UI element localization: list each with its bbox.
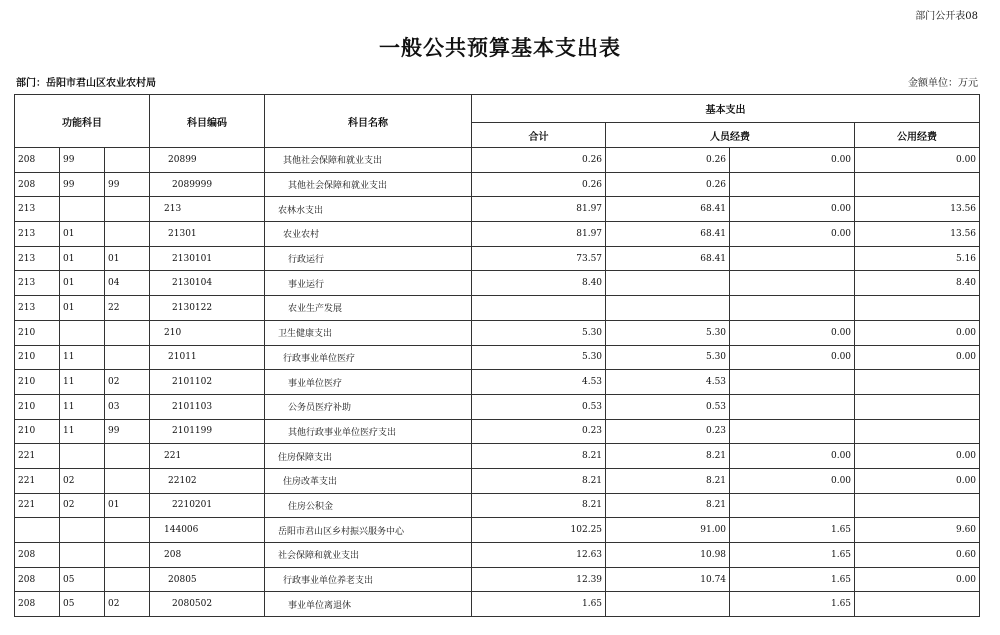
sub-item-code-cell — [105, 320, 150, 345]
personnel-expense-extra-cell: 1.65 — [730, 567, 855, 592]
subject-name-cell: 住房公积金 — [265, 493, 472, 518]
table-row — [15, 148, 980, 173]
item-code-cell: 05 — [60, 567, 105, 592]
class-code-cell: 221 — [15, 468, 60, 493]
public-expense-cell — [855, 493, 980, 518]
header-personnel-expense: 人员经费 — [606, 123, 855, 148]
table-row — [15, 345, 980, 370]
budget-table — [14, 94, 980, 617]
personnel-expense-cell: 68.41 — [606, 197, 730, 222]
item-code-cell — [60, 518, 105, 543]
personnel-expense-extra-cell — [730, 172, 855, 197]
subject-name-cell: 其他社会保障和就业支出 — [265, 148, 472, 173]
subject-name-cell: 卫生健康支出 — [265, 320, 472, 345]
table-row — [15, 320, 980, 345]
public-expense-cell: 0.00 — [855, 567, 980, 592]
item-code-cell — [60, 320, 105, 345]
sub-item-code-cell: 22 — [105, 296, 150, 321]
personnel-expense-cell: 0.26 — [606, 148, 730, 173]
item-code-cell: 01 — [60, 222, 105, 247]
table-body — [15, 148, 980, 617]
class-code-cell: 210 — [15, 320, 60, 345]
table-row — [15, 246, 980, 271]
public-expense-cell — [855, 296, 980, 321]
subject-name-cell: 行政事业单位养老支出 — [265, 567, 472, 592]
item-code-cell: 02 — [60, 468, 105, 493]
table-row — [15, 468, 980, 493]
total-cell: 5.30 — [472, 320, 606, 345]
class-code-cell: 208 — [15, 567, 60, 592]
header-subject-code: 科目编码 — [150, 95, 265, 148]
item-code-cell: 11 — [60, 419, 105, 444]
total-cell: 81.97 — [472, 222, 606, 247]
public-expense-cell: 0.00 — [855, 345, 980, 370]
personnel-expense-extra-cell: 0.00 — [730, 222, 855, 247]
subject-name-cell: 公务员医疗补助 — [265, 394, 472, 419]
subject-name-cell: 其他行政事业单位医疗支出 — [265, 419, 472, 444]
public-expense-cell: 0.00 — [855, 320, 980, 345]
subject-code-cell: 213 — [150, 197, 265, 222]
total-cell: 0.26 — [472, 148, 606, 173]
subject-code-cell: 221 — [150, 444, 265, 469]
subject-code-cell: 144006 — [150, 518, 265, 543]
subject-name-cell: 农业生产发展 — [265, 296, 472, 321]
personnel-expense-extra-cell: 1.65 — [730, 518, 855, 543]
sub-item-code-cell: 02 — [105, 370, 150, 395]
sub-item-code-cell — [105, 567, 150, 592]
item-code-cell: 01 — [60, 296, 105, 321]
class-code-cell: 208 — [15, 592, 60, 617]
subject-code-cell: 2080502 — [150, 592, 265, 617]
personnel-expense-extra-cell — [730, 493, 855, 518]
total-cell: 1.65 — [472, 592, 606, 617]
total-cell — [472, 296, 606, 321]
personnel-expense-cell: 68.41 — [606, 222, 730, 247]
class-code-cell: 208 — [15, 148, 60, 173]
personnel-expense-cell: 0.26 — [606, 172, 730, 197]
subject-name-cell: 事业单位医疗 — [265, 370, 472, 395]
sub-item-code-cell — [105, 468, 150, 493]
total-cell: 102.25 — [472, 518, 606, 543]
total-cell: 8.21 — [472, 493, 606, 518]
personnel-expense-cell: 91.00 — [606, 518, 730, 543]
public-expense-cell — [855, 172, 980, 197]
personnel-expense-cell — [606, 271, 730, 296]
subject-name-cell: 农林水支出 — [265, 197, 472, 222]
public-expense-cell — [855, 592, 980, 617]
public-expense-cell — [855, 419, 980, 444]
item-code-cell: 99 — [60, 148, 105, 173]
subject-code-cell: 21301 — [150, 222, 265, 247]
class-code-cell: 210 — [15, 394, 60, 419]
header-subject-name: 科目名称 — [265, 95, 472, 148]
table-row — [15, 592, 980, 617]
table-row — [15, 567, 980, 592]
table-row — [15, 296, 980, 321]
class-code-cell: 213 — [15, 222, 60, 247]
sub-item-code-cell: 03 — [105, 394, 150, 419]
personnel-expense-cell: 8.21 — [606, 444, 730, 469]
class-code-cell: 213 — [15, 197, 60, 222]
item-code-cell: 11 — [60, 394, 105, 419]
personnel-expense-extra-cell: 0.00 — [730, 197, 855, 222]
total-cell: 81.97 — [472, 197, 606, 222]
item-code-cell — [60, 444, 105, 469]
public-expense-cell: 5.16 — [855, 246, 980, 271]
header-public-expense: 公用经费 — [855, 123, 980, 148]
sub-item-code-cell: 01 — [105, 246, 150, 271]
subject-name-cell: 其他社会保障和就业支出 — [265, 172, 472, 197]
subject-name-cell: 住房改革支出 — [265, 468, 472, 493]
personnel-expense-cell: 4.53 — [606, 370, 730, 395]
total-cell: 12.39 — [472, 567, 606, 592]
public-expense-cell: 8.40 — [855, 271, 980, 296]
table-row — [15, 222, 980, 247]
personnel-expense-cell: 68.41 — [606, 246, 730, 271]
personnel-expense-cell — [606, 592, 730, 617]
subject-code-cell: 2089999 — [150, 172, 265, 197]
class-code-cell — [15, 518, 60, 543]
total-cell: 73.57 — [472, 246, 606, 271]
public-expense-cell: 0.00 — [855, 468, 980, 493]
total-cell: 0.53 — [472, 394, 606, 419]
item-code-cell: 99 — [60, 172, 105, 197]
item-code-cell: 01 — [60, 246, 105, 271]
item-code-cell: 05 — [60, 592, 105, 617]
sub-item-code-cell: 99 — [105, 172, 150, 197]
subject-code-cell: 2130101 — [150, 246, 265, 271]
personnel-expense-cell: 5.30 — [606, 345, 730, 370]
personnel-expense-cell: 8.21 — [606, 493, 730, 518]
public-expense-cell: 0.60 — [855, 543, 980, 568]
total-cell: 8.21 — [472, 444, 606, 469]
total-cell: 4.53 — [472, 370, 606, 395]
page-title: 一般公共预算基本支出表 — [379, 35, 621, 60]
public-expense-cell: 13.56 — [855, 222, 980, 247]
personnel-expense-extra-cell: 0.00 — [730, 345, 855, 370]
subject-name-cell: 事业单位离退休 — [265, 592, 472, 617]
class-code-cell: 210 — [15, 370, 60, 395]
class-code-cell: 208 — [15, 172, 60, 197]
table-row — [15, 493, 980, 518]
subject-name-cell: 社会保障和就业支出 — [265, 543, 472, 568]
personnel-expense-cell — [606, 296, 730, 321]
table-row — [15, 394, 980, 419]
item-code-cell — [60, 543, 105, 568]
class-code-cell: 208 — [15, 543, 60, 568]
total-cell: 12.63 — [472, 543, 606, 568]
subject-name-cell: 事业运行 — [265, 271, 472, 296]
sub-item-code-cell — [105, 345, 150, 370]
public-expense-cell: 13.56 — [855, 197, 980, 222]
personnel-expense-extra-cell: 1.65 — [730, 592, 855, 617]
subject-name-cell: 行政事业单位医疗 — [265, 345, 472, 370]
table-row — [15, 172, 980, 197]
sub-item-code-cell: 01 — [105, 493, 150, 518]
sub-item-code-cell — [105, 543, 150, 568]
public-expense-cell: 0.00 — [855, 148, 980, 173]
amount-unit-label: 金额单位：万元 — [908, 78, 978, 89]
total-cell: 5.30 — [472, 345, 606, 370]
sub-item-code-cell — [105, 222, 150, 247]
subject-name-cell: 住房保障支出 — [265, 444, 472, 469]
subject-code-cell: 2101102 — [150, 370, 265, 395]
subject-code-cell: 2101199 — [150, 419, 265, 444]
personnel-expense-extra-cell: 0.00 — [730, 468, 855, 493]
subject-name-cell: 岳阳市君山区乡村振兴服务中心 — [265, 518, 472, 543]
class-code-cell: 213 — [15, 271, 60, 296]
subject-code-cell: 20805 — [150, 567, 265, 592]
subject-code-cell: 22102 — [150, 468, 265, 493]
sub-item-code-cell — [105, 518, 150, 543]
subject-name-cell: 农业农村 — [265, 222, 472, 247]
header-function-subject: 功能科目 — [15, 95, 150, 148]
sub-item-code-cell — [105, 148, 150, 173]
item-code-cell — [60, 197, 105, 222]
personnel-expense-cell: 0.23 — [606, 419, 730, 444]
personnel-expense-extra-cell: 1.65 — [730, 543, 855, 568]
subject-code-cell: 21011 — [150, 345, 265, 370]
subject-code-cell: 2210201 — [150, 493, 265, 518]
table-row — [15, 370, 980, 395]
subject-name-cell: 行政运行 — [265, 246, 472, 271]
header-total: 合计 — [472, 123, 606, 148]
public-expense-cell: 9.60 — [855, 518, 980, 543]
personnel-expense-extra-cell: 0.00 — [730, 148, 855, 173]
personnel-expense-extra-cell: 0.00 — [730, 320, 855, 345]
form-number: 部门公开表08 — [915, 11, 978, 22]
subject-code-cell: 2130122 — [150, 296, 265, 321]
personnel-expense-extra-cell: 0.00 — [730, 444, 855, 469]
total-cell: 8.21 — [472, 468, 606, 493]
class-code-cell: 221 — [15, 444, 60, 469]
personnel-expense-cell: 0.53 — [606, 394, 730, 419]
sub-item-code-cell — [105, 444, 150, 469]
personnel-expense-cell: 8.21 — [606, 468, 730, 493]
subject-code-cell: 208 — [150, 543, 265, 568]
table-row — [15, 543, 980, 568]
table-row — [15, 444, 980, 469]
public-expense-cell: 0.00 — [855, 444, 980, 469]
subject-code-cell: 2101103 — [150, 394, 265, 419]
item-code-cell: 02 — [60, 493, 105, 518]
class-code-cell: 210 — [15, 345, 60, 370]
sub-item-code-cell: 02 — [105, 592, 150, 617]
personnel-expense-extra-cell — [730, 370, 855, 395]
class-code-cell: 221 — [15, 493, 60, 518]
class-code-cell: 213 — [15, 296, 60, 321]
table-row — [15, 197, 980, 222]
personnel-expense-extra-cell — [730, 394, 855, 419]
subject-code-cell: 2130104 — [150, 271, 265, 296]
sub-item-code-cell: 99 — [105, 419, 150, 444]
item-code-cell: 01 — [60, 271, 105, 296]
table-row — [15, 419, 980, 444]
personnel-expense-cell: 5.30 — [606, 320, 730, 345]
total-cell: 0.23 — [472, 419, 606, 444]
subject-code-cell: 210 — [150, 320, 265, 345]
subject-code-cell: 20899 — [150, 148, 265, 173]
total-cell: 0.26 — [472, 172, 606, 197]
total-cell: 8.40 — [472, 271, 606, 296]
item-code-cell: 11 — [60, 345, 105, 370]
department-label: 部门：岳阳市君山区农业农村局 — [16, 78, 156, 89]
class-code-cell: 213 — [15, 246, 60, 271]
class-code-cell: 210 — [15, 419, 60, 444]
personnel-expense-cell: 10.74 — [606, 567, 730, 592]
personnel-expense-extra-cell — [730, 419, 855, 444]
personnel-expense-cell: 10.98 — [606, 543, 730, 568]
header-basic-expense: 基本支出 — [472, 95, 980, 123]
item-code-cell: 11 — [60, 370, 105, 395]
personnel-expense-extra-cell — [730, 271, 855, 296]
personnel-expense-extra-cell — [730, 246, 855, 271]
sub-item-code-cell — [105, 197, 150, 222]
personnel-expense-extra-cell — [730, 296, 855, 321]
public-expense-cell — [855, 370, 980, 395]
table-row — [15, 518, 980, 543]
sub-item-code-cell: 04 — [105, 271, 150, 296]
table-row — [15, 271, 980, 296]
public-expense-cell — [855, 394, 980, 419]
